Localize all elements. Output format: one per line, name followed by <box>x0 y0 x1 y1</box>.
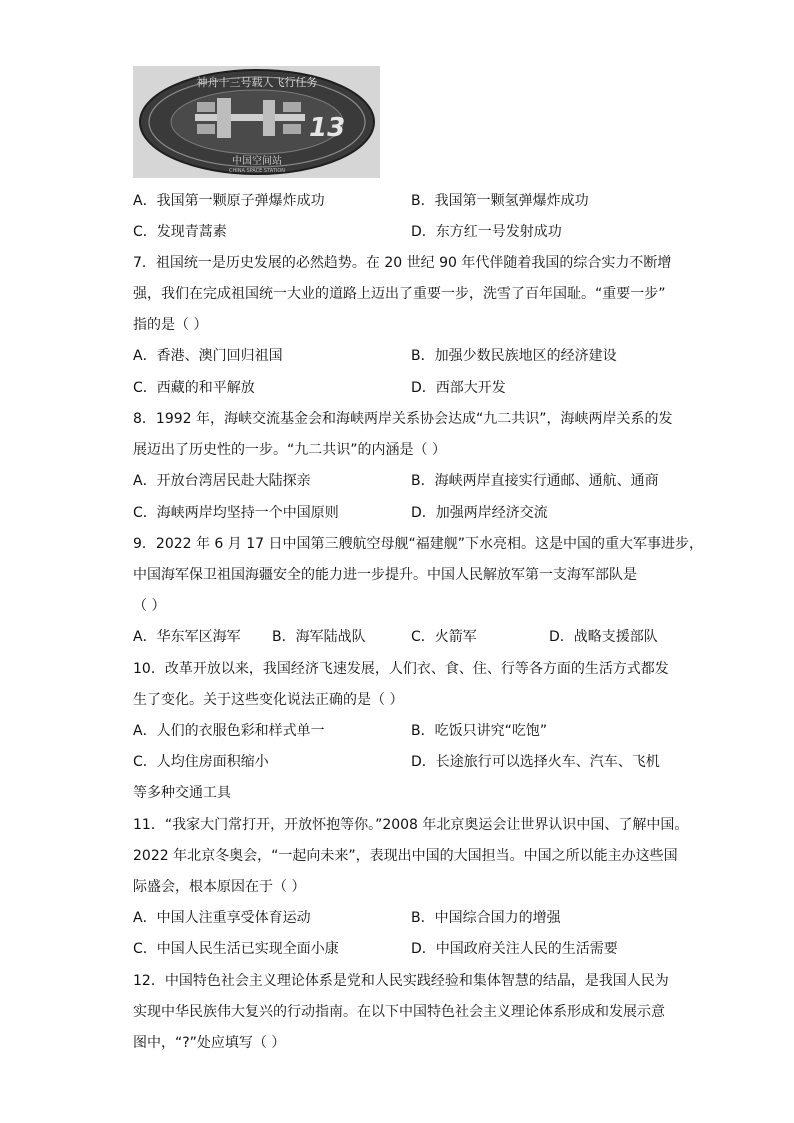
q8-option-b: B．海峡两岸直接实行通邮、通航、通商 <box>411 473 659 489</box>
q11-stem-line-2: 2022 年北京冬奥会，“一起向未来”，表现出中国的大国担当。中国之所以能主办这些国 <box>133 848 678 864</box>
q8-option-c: C．海峡两岸均坚持一个中国原则 <box>133 505 339 521</box>
q9-option-b: B．海军陆战队 <box>272 629 366 645</box>
badge-bottom-text: 中国空间站 <box>232 156 282 167</box>
q9-option-d: D．战略支援部队 <box>549 629 658 645</box>
q11-option-d: D．中国政府关注人民的生活需要 <box>411 941 618 957</box>
q10-stem-line-1: 10．改革开放以来，我国经济飞速发展，人们衣、食、住、行等各方面的生活方式都发 <box>133 661 669 677</box>
badge-bottom-small-text: CHINA SPACE STATION <box>229 168 285 174</box>
q6-option-a: A．我国第一颗原子弹爆炸成功 <box>133 193 325 209</box>
q11-stem-line-1: 11．“我家大门常打开，开放怀抱等你。”2008 年北京奥运会让世界认识中国、了解中国。 <box>133 817 689 833</box>
q8-stem-line-1: 8．1992 年，海峡交流基金会和海峡两岸关系协会达成“九二共识”，海峡两岸关系的发 <box>133 411 673 427</box>
q12-stem-line-2: 实现中华民族伟大复兴的行动指南。在以下中国特色社会主义理论体系形成和发展示意 <box>133 1004 665 1020</box>
q12-stem-line-3: 图中，“?”处应填写（ ） <box>133 1035 286 1051</box>
q7-option-b: B．加强少数民族地区的经济建设 <box>411 348 617 364</box>
q8-option-a: A．开放台湾居民赴大陆探亲 <box>133 473 311 489</box>
q10-option-d: D．长途旅行可以选择火车、汽车、飞机 <box>411 754 660 770</box>
q12-stem-line-1: 12．中国特色社会主义理论体系是党和人民实践经验和集体智慧的结晶，是我国人民为 <box>133 973 669 989</box>
q10-option-b: B．吃饭只讲究“吃饱” <box>411 723 548 739</box>
q9-stem-line-1: 9．2022 年 6 月 17 日中国第三艘航空母舰“福建舰”下水亮相。这是中国的重大军事进步， <box>133 536 704 552</box>
q7-option-c: C．西藏的和平解放 <box>133 380 255 396</box>
q10-option-a: A．人们的衣服色彩和样式单一 <box>133 723 325 739</box>
q6-option-c: C．发现青蒿素 <box>133 224 227 240</box>
q7-option-d: D．西部大开发 <box>411 380 506 396</box>
q10-option-c: C．人均住房面积缩小 <box>133 754 269 770</box>
q11-stem-line-3: 际盛会，根本原因在于（ ） <box>133 879 306 895</box>
q9-option-a: A．华东军区海军 <box>133 629 241 645</box>
q8-stem-line-2: 展迈出了历史性的一步。“九二共识”的内涵是（ ） <box>133 442 446 458</box>
q7-stem-line-3: 指的是（ ） <box>133 317 208 333</box>
q9-option-c: C．火箭军 <box>411 629 477 645</box>
q9-stem-line-3: （ ） <box>133 598 166 614</box>
q11-option-b: B．中国综合国力的增强 <box>411 910 561 926</box>
q11-option-a: A．中国人注重享受体育运动 <box>133 910 311 926</box>
q10-stem-line-2: 生了变化。关于这些变化说法正确的是（ ） <box>133 692 404 708</box>
shenzhou-13-badge-image <box>133 66 380 178</box>
q7-stem-line-1: 7．祖国统一是历史发展的必然趋势。在 20 世纪 90 年代伴随着我国的综合实力不断增 <box>133 255 672 271</box>
q10-option-d-continued: 等多种交通工具 <box>133 785 231 801</box>
q9-stem-line-2: 中国海军保卫祖国海疆安全的能力进一步提升。中国人民解放军第一支海军部队是 <box>133 567 637 583</box>
q8-option-d: D．加强两岸经济交流 <box>411 505 548 521</box>
q6-option-d: D．东方红一号发射成功 <box>411 224 562 240</box>
badge-number: 13 <box>309 113 346 143</box>
q6-option-b: B．我国第一颗氢弹爆炸成功 <box>411 193 589 209</box>
q7-option-a: A．香港、澳门回归祖国 <box>133 348 283 364</box>
q11-option-c: C．中国人民生活已实现全面小康 <box>133 941 339 957</box>
badge-top-text: 神舟十三号载人飞行任务 <box>196 76 318 89</box>
q7-stem-line-2: 强，我们在完成祖国统一大业的道路上迈出了重要一步，洗雪了百年国耻。“重要一步” <box>133 286 666 302</box>
